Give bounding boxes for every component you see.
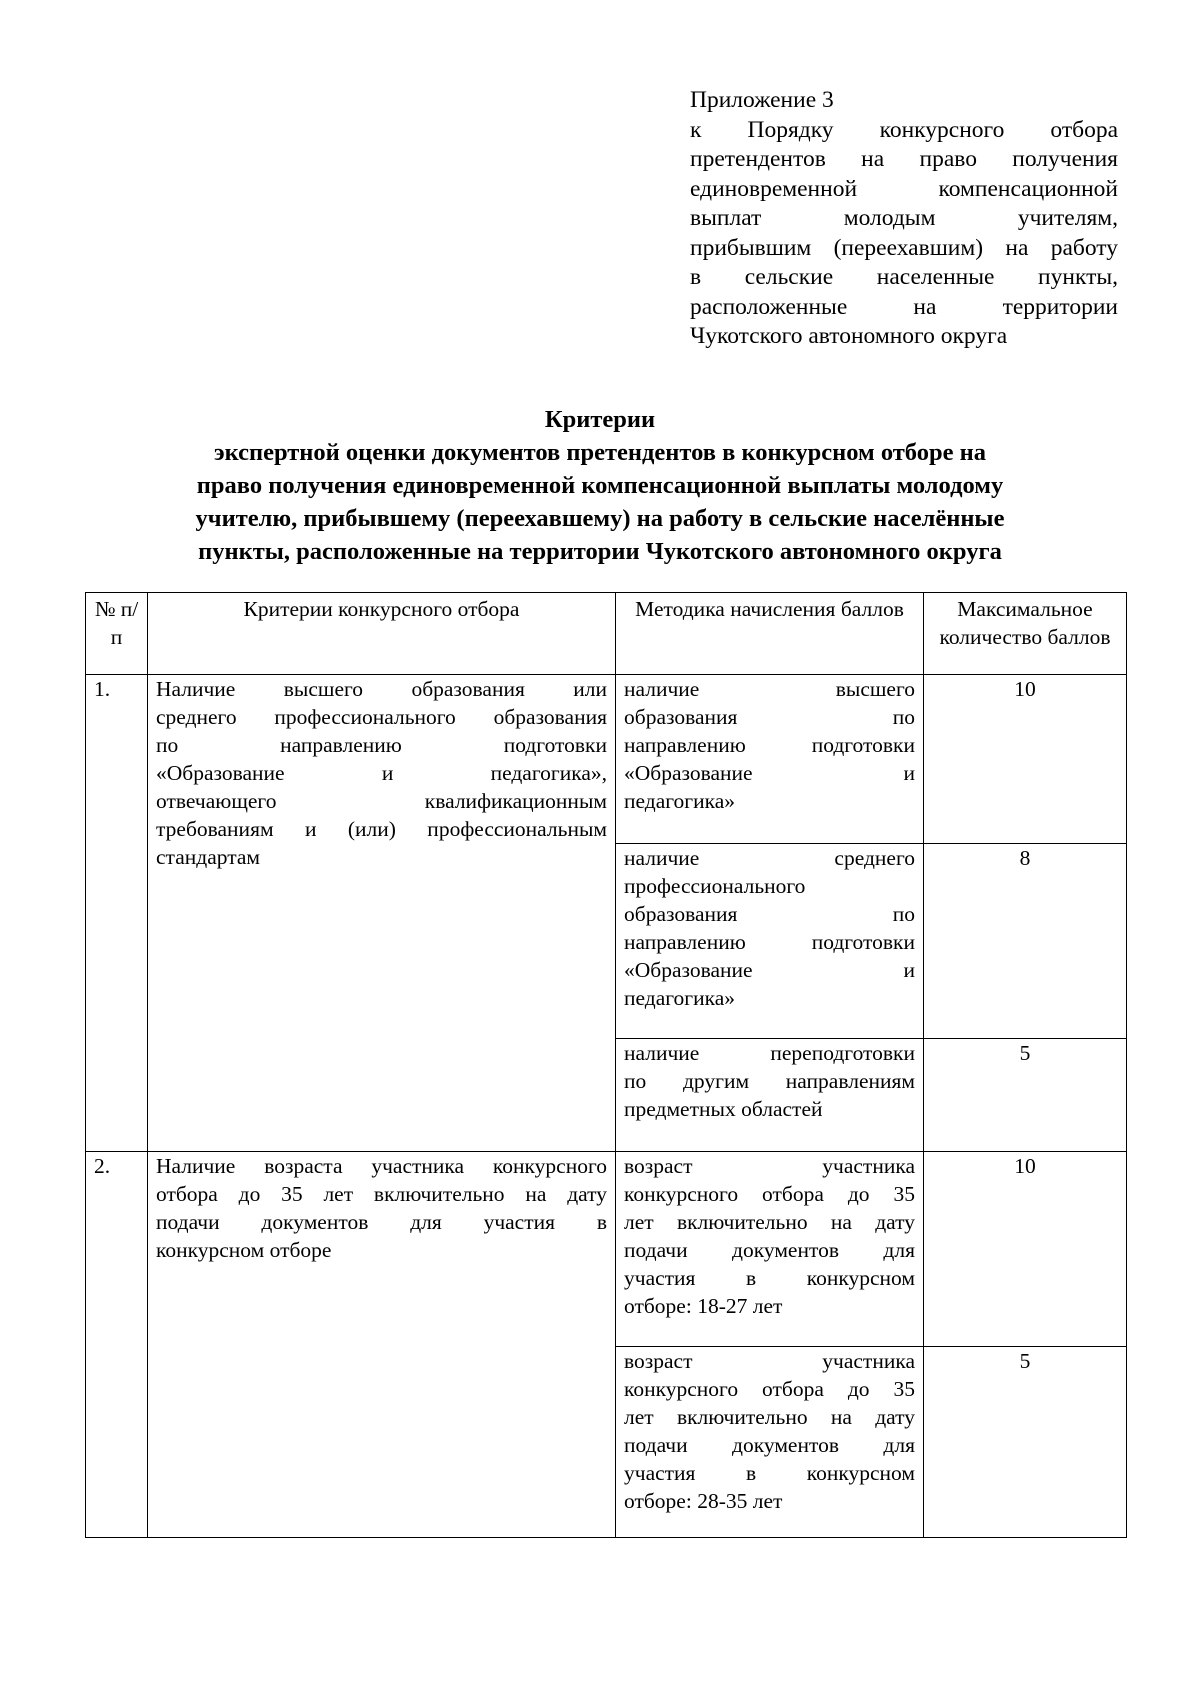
appendix-line: прибывшим (переехавшим) на работу — [690, 234, 1118, 261]
text-line: предметных областей — [624, 1097, 823, 1121]
text-line: подачи документов для участия в — [156, 1210, 607, 1234]
criteria-cell — [148, 675, 616, 1152]
title-line: экспертной оценки документов претендентов в конкурсном отборе на — [214, 439, 986, 466]
text-line: «Образование и педагогика», — [156, 761, 607, 785]
text-line: лет включительно на дату — [624, 1405, 915, 1429]
text-line: конкурсного отбора до 35 — [624, 1182, 915, 1206]
text-line: подачи документов для — [624, 1433, 915, 1457]
text-line: направлению подготовки — [624, 733, 915, 757]
header-criteria: Критерии конкурсного отбора — [148, 593, 616, 675]
method-cell — [616, 1347, 924, 1538]
text-line: участия в конкурсном — [624, 1461, 915, 1485]
title-line: право получения единовременной компенсационной выплаты молодому — [196, 472, 1004, 499]
text-line: среднего профессионального образования — [156, 705, 607, 729]
text-line: конкурсного отбора до 35 — [624, 1377, 915, 1401]
text-line: лет включительно на дату — [624, 1210, 915, 1234]
text-line: конкурсном отборе — [156, 1238, 332, 1262]
header-method: Методика начисления баллов — [616, 593, 924, 675]
text-line: Наличие высшего образования или — [156, 677, 607, 701]
text-line: стандартам — [156, 845, 261, 869]
document-title — [150, 403, 1050, 568]
title-line: пункты, расположенные на территории Чукотского автономного округа — [198, 538, 1002, 565]
title-line: учителю, прибывшему (переехавшему) на работу в сельские населённые — [195, 505, 1005, 532]
table-header-row — [86, 593, 1127, 675]
text-line: образования по — [624, 705, 915, 729]
appendix-line: Чукотского автономного округа — [690, 323, 1008, 349]
text-line: Наличие возраста участника конкурсного — [156, 1154, 607, 1178]
appendix-line: в сельские населенные пункты, — [690, 264, 1118, 290]
method-cell — [616, 1039, 924, 1152]
text-line: возраст участника — [624, 1349, 915, 1373]
appendix-line: претендентов на право получения — [690, 146, 1118, 172]
score-cell: 8 — [924, 844, 1127, 1039]
score-cell: 5 — [924, 1347, 1127, 1538]
text-line: отвечающего квалификационным — [156, 789, 607, 813]
appendix-line: Приложение 3 — [690, 87, 834, 113]
text-line: «Образование и — [624, 761, 915, 785]
table-row — [86, 1152, 1127, 1347]
header-max: Максимальное количество баллов — [924, 593, 1127, 675]
text-line: наличие переподготовки — [624, 1041, 915, 1065]
text-line: требованиям и (или) профессиональным — [156, 817, 607, 841]
text-line: профессионального — [624, 874, 806, 898]
text-line: по другим направлениям — [624, 1069, 915, 1093]
table-row — [86, 675, 1127, 844]
appendix-line: единовременной компенсационной — [690, 175, 1118, 202]
criteria-table — [85, 592, 1127, 1538]
score-cell: 5 — [924, 1039, 1127, 1152]
appendix-line: расположенные на территории — [690, 293, 1118, 320]
row-number: 2. — [86, 1152, 148, 1538]
text-line: отбора до 35 лет включительно на дату — [156, 1182, 607, 1206]
text-line: «Образование и — [624, 958, 915, 982]
appendix-reference — [690, 86, 1118, 352]
row-number: 1. — [86, 675, 148, 1152]
method-cell — [616, 1152, 924, 1347]
text-line: направлению подготовки — [624, 930, 915, 954]
header-num: № п/п — [86, 593, 148, 675]
title-heading: Критерии — [544, 406, 656, 433]
criteria-cell — [148, 1152, 616, 1538]
text-line: участия в конкурсном — [624, 1266, 915, 1290]
method-cell — [616, 675, 924, 844]
text-line: педагогика» — [624, 789, 736, 813]
appendix-line: выплат молодым учителям, — [690, 205, 1118, 231]
score-cell: 10 — [924, 1152, 1127, 1347]
appendix-line: к Порядку конкурсного отбора — [690, 116, 1118, 143]
text-line: наличие высшего — [624, 677, 915, 701]
text-line: образования по — [624, 902, 915, 926]
text-line: отборе: 28-35 лет — [624, 1489, 783, 1513]
text-line: подачи документов для — [624, 1238, 915, 1262]
text-line: педагогика» — [624, 986, 736, 1010]
text-line: возраст участника — [624, 1154, 915, 1178]
text-line: наличие среднего — [624, 846, 915, 870]
method-cell — [616, 844, 924, 1039]
score-cell: 10 — [924, 675, 1127, 844]
text-line: отборе: 18-27 лет — [624, 1294, 783, 1318]
text-line: по направлению подготовки — [156, 733, 607, 757]
